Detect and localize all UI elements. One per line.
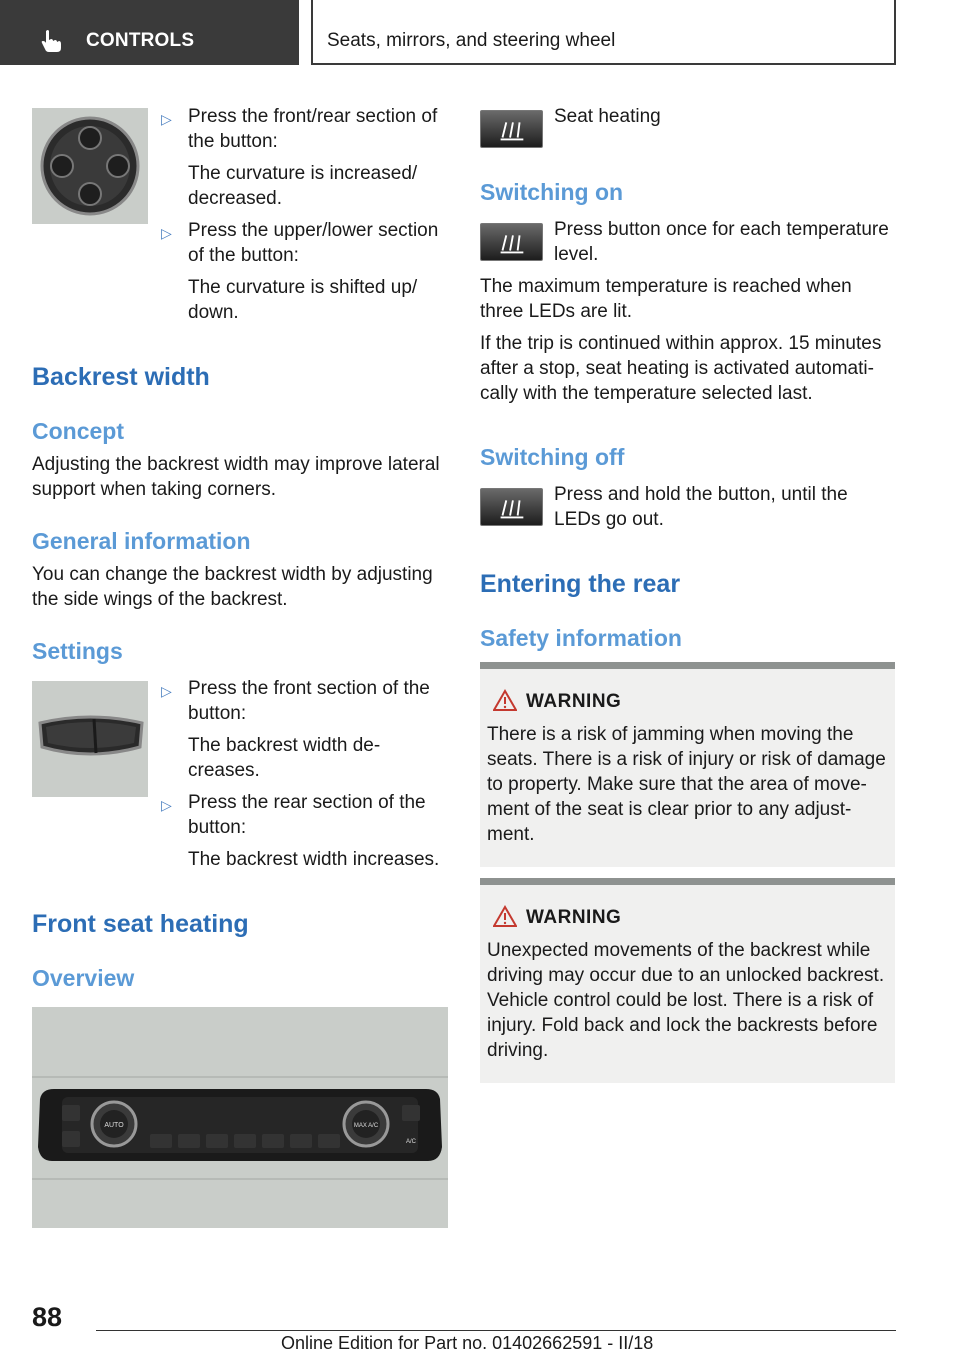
backrest-width-heading: Backrest width — [32, 363, 210, 391]
backrest-bullet-2: Press the rear section of the button: — [188, 792, 426, 838]
bullet-icon: ▷ — [161, 797, 172, 813]
header-section-tab — [0, 0, 299, 65]
backrest-result-2: The backrest width increases. — [188, 849, 440, 870]
lumbar-result-2: The curvature is shifted up/ down. — [188, 277, 418, 323]
switching-on-heading: Switching on — [480, 179, 624, 205]
lumbar-button-image — [32, 108, 148, 224]
general-info-text: You can change the backrest width by adjusting the side wings of the backrest. — [32, 564, 433, 610]
warning-2-title: WARNING — [526, 907, 622, 928]
warning-2-text: Unexpected movements of the backrest while driving may occur due to an unlocked backrest. Vehicle control could be lost. There is a risk of injury. Fold back and lock the backrests before driving. — [487, 940, 885, 1061]
safety-info-heading: Safety information — [480, 625, 682, 651]
warning-box-1 — [480, 662, 895, 867]
bullet-icon: ▷ — [161, 111, 172, 127]
auto-knob-label: AUTO — [104, 1122, 124, 1129]
bullet-icon: ▷ — [161, 225, 172, 241]
trip-text: If the trip is continued within approx. 15 minutes after a stop, seat heating is activated automati- cally with the temperature selected last. — [480, 333, 882, 404]
bullet-icon: ▷ — [161, 683, 172, 699]
warning-1-text: There is a risk of jamming when moving the seats. There is a risk of injury or risk of damage to property. Make sure that the area of move- ment of the seat is clear prior to any adjust- ment. — [487, 724, 886, 845]
seat-heating-button-icon — [480, 110, 543, 148]
backrest-bullet-1: Press the front section of the button: — [188, 678, 430, 724]
backrest-result-1: The backrest width de- creases. — [188, 735, 381, 781]
settings-heading: Settings — [32, 638, 123, 664]
backrest-width-button-image — [32, 681, 148, 797]
seat-heating-icon — [481, 489, 542, 525]
header-section-label: CONTROLS — [86, 30, 195, 51]
concept-heading: Concept — [32, 418, 124, 444]
concept-text: Adjusting the backrest width may improve lateral support when taking corners. — [32, 454, 440, 500]
climate-control-panel-image — [32, 1007, 448, 1228]
warning-1-title: WARNING — [526, 691, 622, 712]
general-info-heading: General information — [32, 528, 251, 554]
lumbar-bullet-2: Press the upper/lower section of the button: — [188, 220, 439, 266]
pointing-hand-icon — [40, 29, 62, 53]
seat-heating-button-icon — [480, 488, 543, 526]
lumbar-bullet-1: Press the front/rear section of the button: — [188, 106, 438, 152]
warning-triangle-icon — [493, 905, 517, 927]
switching-off-heading: Switching off — [480, 444, 625, 470]
warning-box-2 — [480, 878, 895, 1083]
switching-on-text: Press button once for each temperature level. — [554, 219, 889, 265]
seat-heating-icon — [481, 224, 542, 260]
page-number: 88 — [32, 1302, 63, 1332]
header-title-box — [311, 0, 896, 65]
warning-triangle-icon — [493, 689, 517, 711]
max-ac-knob-label: MAX A/C — [353, 1123, 379, 1129]
footer-edition-text: Online Edition for Part no. 01402662591 - II/18 — [281, 1333, 654, 1353]
overview-heading: Overview — [32, 965, 135, 991]
ac-button-label: A/C — [405, 1139, 417, 1145]
seat-heating-icon — [481, 111, 542, 147]
front-seat-heating-heading: Front seat heating — [32, 910, 249, 938]
lumbar-result-1: The curvature is increased/ decreased. — [188, 163, 418, 209]
seat-heating-button-icon — [480, 223, 543, 261]
switching-off-text: Press and hold the button, until the LEDs go out. — [554, 484, 848, 530]
seat-heating-label: Seat heating — [554, 106, 661, 127]
entering-rear-heading: Entering the rear — [480, 570, 681, 598]
header-title: Seats, mirrors, and steering wheel — [327, 30, 616, 51]
footer-rule — [96, 1330, 896, 1331]
max-temp-text: The maximum temperature is reached when three LEDs are lit. — [480, 276, 852, 322]
